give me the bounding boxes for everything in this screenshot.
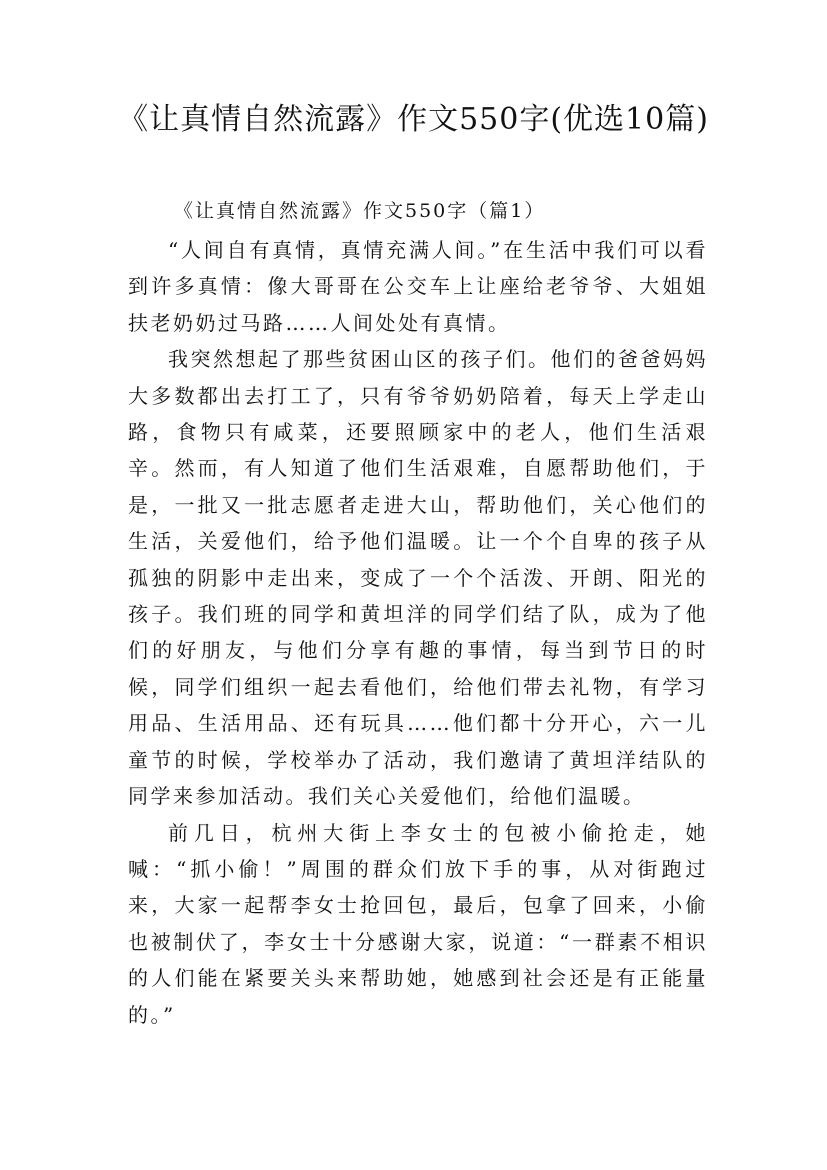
document-title: 《让真情自然流露》作文550字(优选10篇) <box>118 102 709 137</box>
article-body <box>128 232 708 1033</box>
paragraph-1: “人间自有真情，真情充满人间。”在生活中我们可以看到许多真情：像大哥哥在公交车上让座给老爷爷、大姐姐扶老奶奶过马路……人间处处有真情。 <box>128 238 708 335</box>
section-heading: 《让真情自然流露》作文550字（篇1） <box>174 200 546 222</box>
paragraph-3: 前几日，杭州大街上李女士的包被小偷抢走，她喊：“抓小偷！”周围的群众们放下手的事，从对街跑过来，大家一起帮李女士抢回包，最后，包拿了回来，小偷也被制伏了，李女士十分感谢大家，说道：“一群素不相识的人们能在紧要关头来帮助她，她感到社会还是有正能量的。” <box>128 820 708 1027</box>
paragraph-2: 我突然想起了那些贫困山区的孩子们。他们的爸爸妈妈大多数都出去打工了，只有爷爷奶奶陪着，每天上学走山路，食物只有咸菜，还要照顾家中的老人，他们生活艰辛。然而，有人知道了他们生活艰难，自愿帮助他们，于是，一批又一批志愿者走进大山，帮助他们，关心他们的生活，关爱他们，给予他们温暖。让一个个自卑的孩子从孤独的阴影中走出来，变成了一个个活泼、开朗、阳光的孩子。我们班的同学和黄坦洋的同学们结了队，成为了他们的好朋友，与他们分享有趣的事情，每当到节日的时候，同学们组织一起去看他们，给他们带去礼物，有学习用品、生活用品、还有玩具……他们都十分开心，六一儿童节的时候，学校举办了活动，我们邀请了黄坦洋结队的同学来参加活动。我们关心关爱他们，给他们温暖。 <box>128 347 708 809</box>
